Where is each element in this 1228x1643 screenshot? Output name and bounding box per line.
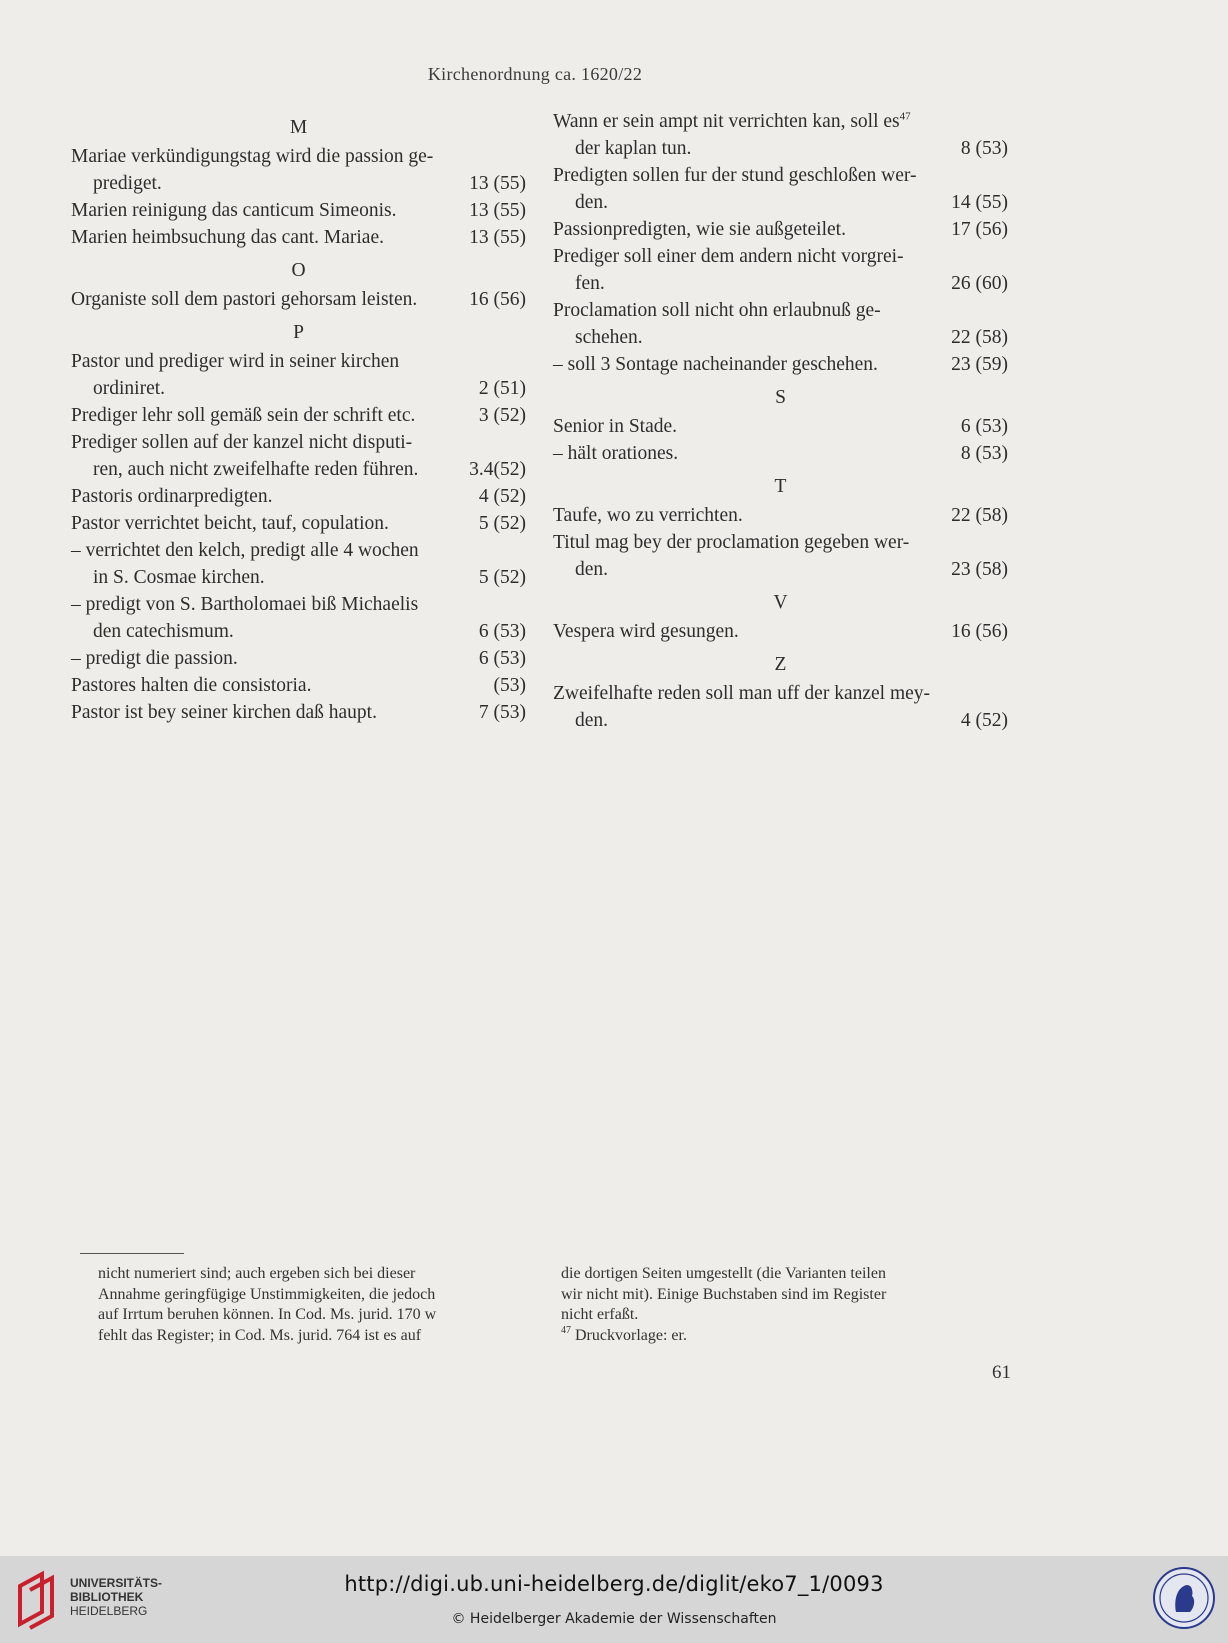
index-entry <box>553 297 1008 351</box>
index-entry-reference: 4 (52) <box>478 486 526 507</box>
index-entry-line <box>71 143 526 170</box>
index-entry-text: Passionpredigten, wie sie außgeteilet. <box>553 219 846 240</box>
footnote-line: nicht numeriert sind; auch ergeben sich bei dieser <box>98 1265 416 1282</box>
index-entry <box>71 197 526 224</box>
index-entry-line <box>71 645 526 672</box>
index-entry-line <box>553 216 1008 243</box>
index-entry <box>71 699 526 726</box>
index-entry <box>553 440 1008 467</box>
section-letter: O <box>291 260 306 281</box>
index-entry <box>71 348 526 402</box>
index-entry-line <box>553 297 1008 324</box>
index-entry-text: Senior in Stade. <box>553 416 678 437</box>
footnote-line: Annahme geringfügige Unstimmigkeiten, die jedoch <box>98 1285 436 1303</box>
index-entry-text: Predigten sollen fur der stund geschloßen wer- <box>553 165 917 186</box>
index-entry-text: Prediger soll einer dem andern nicht vorgrei- <box>553 246 904 267</box>
footnotes-left <box>98 1264 536 1346</box>
index-entry-line <box>553 324 1008 351</box>
footnote-number: 47 <box>561 1325 571 1337</box>
index-entry-line <box>553 618 1008 645</box>
index-entry-line <box>71 483 526 510</box>
index-entry-text: in S. Cosmae kirchen. <box>93 567 265 588</box>
index-entry-reference: 6 (53) <box>478 648 526 669</box>
index-entry-reference: 8 (53) <box>960 138 1008 159</box>
index-entry-text: Pastor ist bey seiner kirchen daß haupt. <box>71 702 377 723</box>
index-entry-line <box>553 413 1008 440</box>
index-entry-line <box>71 699 526 726</box>
index-entry-line <box>71 510 526 537</box>
index-entry-line <box>71 348 526 375</box>
index-entry-line <box>553 529 1008 556</box>
index-entry-reference: 5 (52) <box>478 567 526 588</box>
section-letter: V <box>773 592 788 613</box>
index-entry-reference: 22 (58) <box>951 505 1008 526</box>
footnote-reference[interactable]: 47 <box>899 110 911 123</box>
index-entry-line <box>71 456 526 483</box>
index-entry-text: Marien reinigung das canticum Simeonis. <box>71 200 397 221</box>
index-entry-reference: 6 (53) <box>478 621 526 642</box>
index-entry-line <box>553 680 1008 707</box>
index-entry-reference: 6 (53) <box>960 416 1008 437</box>
index-entry-reference: 3.4(52) <box>469 459 526 480</box>
index-entry-text: – predigt die passion. <box>71 648 238 669</box>
index-entry-line <box>71 286 526 313</box>
index-entry-text: Wann er sein ampt nit verrichten kan, soll $es^{47}$ <box>553 110 911 132</box>
index-entry-reference: 23 (58) <box>951 559 1008 580</box>
index-entry-line <box>71 402 526 429</box>
index-entry-reference: (53) <box>493 675 526 696</box>
index-entry-reference: 17 (56) <box>951 219 1008 240</box>
university-seal-icon[interactable] <box>1152 1566 1216 1630</box>
index-entry-line <box>553 108 1008 135</box>
index-entry-text: Pastoris ordinarpredigten. <box>71 486 273 507</box>
index-entry-reference: 16 (56) <box>951 621 1008 642</box>
index-entry-reference: 23 (59) <box>951 354 1008 375</box>
index-entry-reference: 8 (53) <box>960 443 1008 464</box>
footnote-line: wir nicht mit). Einige Buchstaben sind im Register <box>561 1285 887 1303</box>
index-entry-text: der kaplan tun. <box>575 138 692 159</box>
index-entry-text: Organiste soll dem pastori gehorsam leisten. <box>71 289 418 310</box>
footnote-line: auf Irrtum beruhen können. In Cod. Ms. jurid. 170 w <box>98 1306 437 1323</box>
copyright-notice: © Heidelberger Akademie der Wissenschaften <box>451 1611 777 1627</box>
section-letter: P <box>293 322 304 343</box>
index-entry <box>71 402 526 429</box>
index-entry-reference: 13 (55) <box>469 200 526 221</box>
index-entry-text: Mariae verkündigungstag wird die passion ge- <box>71 146 434 167</box>
index-column-right <box>553 108 1008 734</box>
page-number: 61 <box>992 1362 1011 1383</box>
index-entry <box>71 672 526 699</box>
index-entry <box>71 224 526 251</box>
index-entry <box>553 618 1008 645</box>
index-entry <box>553 243 1008 297</box>
index-entry-reference: 14 (55) <box>951 192 1008 213</box>
index-entry-text: schehen. <box>575 327 643 348</box>
footnote-line: fehlt das Register; in Cod. Ms. jurid. 764 ist es auf <box>98 1326 422 1344</box>
footnotes-right <box>561 1264 1016 1346</box>
index-entry <box>71 510 526 537</box>
index-entry-text: Prediger sollen auf der kanzel nicht disputi- <box>71 432 413 453</box>
index-entry <box>553 216 1008 243</box>
index-entry <box>553 502 1008 529</box>
index-entry-text: den catechismum. <box>93 621 234 642</box>
permalink-url[interactable]: http://digi.ub.uni-heidelberg.de/diglit/eko7_1/0093 <box>344 1572 884 1596</box>
index-entry-reference: 16 (56) <box>469 289 526 310</box>
index-entry-text: Proclamation soll nicht ohn erlaubnuß ge- <box>553 300 881 321</box>
index-entry-reference: 5 (52) <box>478 513 526 534</box>
library-name-line3: HEIDELBERG <box>70 1604 148 1618</box>
index-entry-reference: 3 (52) <box>478 405 526 426</box>
index-entry-reference: 4 (52) <box>960 710 1008 731</box>
footer-bar <box>0 1556 1228 1643</box>
index-entry-text: – predigt von S. Bartholomaei biß Michaelis <box>71 594 419 615</box>
index-entry-line <box>553 162 1008 189</box>
section-letter: S <box>775 387 786 408</box>
index-entry <box>71 286 526 313</box>
library-name-line1: UNIVERSITÄTS- <box>70 1576 163 1590</box>
index-entry-line <box>71 197 526 224</box>
index-entry-text: den. <box>575 710 609 731</box>
index-entry-line <box>553 707 1008 734</box>
index-entry-text: prediget. <box>93 173 162 194</box>
index-entry-text: Prediger lehr soll gemäß sein der schrift etc. <box>71 405 416 426</box>
index-entry-text: Pastor und prediger wird in seiner kirchen <box>71 351 400 372</box>
index-entry <box>553 162 1008 216</box>
index-entry-reference: 13 (55) <box>469 227 526 248</box>
footnote-text: Druckvorlage: er. <box>575 1326 687 1344</box>
index-entry-text: Pastor verrichtet beicht, tauf, copulation. <box>71 513 389 534</box>
index-entry-text: den. <box>575 192 609 213</box>
index-entry-line <box>553 556 1008 583</box>
index-entry-text: Marien heimbsuchung das cant. Mariae. <box>71 227 384 248</box>
index-entry-line <box>71 591 526 618</box>
index-entry-line <box>553 243 1008 270</box>
index-entry <box>553 529 1008 583</box>
index-entry-text: Pastores halten die consistoria. <box>71 675 312 696</box>
index-entry-line <box>71 618 526 645</box>
index-entry-reference: 22 (58) <box>951 327 1008 348</box>
library-name-line2: BIBLIOTHEK <box>70 1590 144 1604</box>
index-entry-text: Titul mag bey der proclamation gegeben wer- <box>553 532 910 553</box>
footnote-line: die dortigen Seiten umgestellt (die Varianten teilen <box>561 1265 886 1282</box>
running-head: Kirchenordnung ca. 1620/22 <box>427 64 643 84</box>
index-entry-text: – soll 3 Sontage nacheinander geschehen. <box>553 354 878 375</box>
index-entry-line <box>553 502 1008 529</box>
index-entry-text: den. <box>575 559 609 580</box>
index-entry-text: Vespera wird gesungen. <box>553 621 739 642</box>
index-entry <box>71 537 526 591</box>
index-entry-text: ordiniret. <box>93 378 166 399</box>
index-entry-text: Taufe, wo zu verrichten. <box>553 505 743 526</box>
index-entry <box>71 645 526 672</box>
index-entry-line <box>553 135 1008 162</box>
index-entry-reference: 26 (60) <box>951 273 1008 294</box>
footnote-rule <box>80 1253 184 1254</box>
index-entry <box>71 143 526 197</box>
footnote-47 <box>561 1326 1016 1347</box>
index-entry-line <box>553 270 1008 297</box>
index-entry <box>553 108 1008 162</box>
index-entry-text: – hält orationes. <box>553 443 679 464</box>
index-entry-reference: 2 (51) <box>478 378 526 399</box>
index-entry-line <box>71 537 526 564</box>
index-entry <box>71 483 526 510</box>
index-entry <box>553 680 1008 734</box>
index-entry-text: fen. <box>575 273 605 294</box>
index-entry-line <box>71 224 526 251</box>
index-entry <box>71 591 526 645</box>
index-entry-text: Zweifelhafte reden soll man uff der kanzel mey- <box>553 683 931 704</box>
index-entry-line <box>71 672 526 699</box>
index-entry-line <box>71 429 526 456</box>
index-entry <box>71 429 526 483</box>
index-entry-line <box>71 375 526 402</box>
footnote-line: nicht erfaßt. <box>561 1306 639 1323</box>
index-column-left <box>71 108 526 726</box>
index-entry-line <box>71 564 526 591</box>
section-letter: Z <box>774 654 787 675</box>
index-entry-line <box>553 189 1008 216</box>
index-entry-line <box>553 440 1008 467</box>
index-entry <box>553 413 1008 440</box>
index-entry-line <box>71 170 526 197</box>
index-entry <box>553 351 1008 378</box>
index-entry-text: – verrichtet den kelch, predigt alle 4 wochen <box>71 540 419 561</box>
section-letter: T <box>774 476 787 497</box>
index-entry-text: ren, auch nicht zweifelhafte reden führen. <box>93 459 419 480</box>
index-entry-line <box>553 351 1008 378</box>
index-entry-reference: 13 (55) <box>469 173 526 194</box>
index-entry-reference: 7 (53) <box>478 702 526 723</box>
section-letter: M <box>289 117 308 138</box>
